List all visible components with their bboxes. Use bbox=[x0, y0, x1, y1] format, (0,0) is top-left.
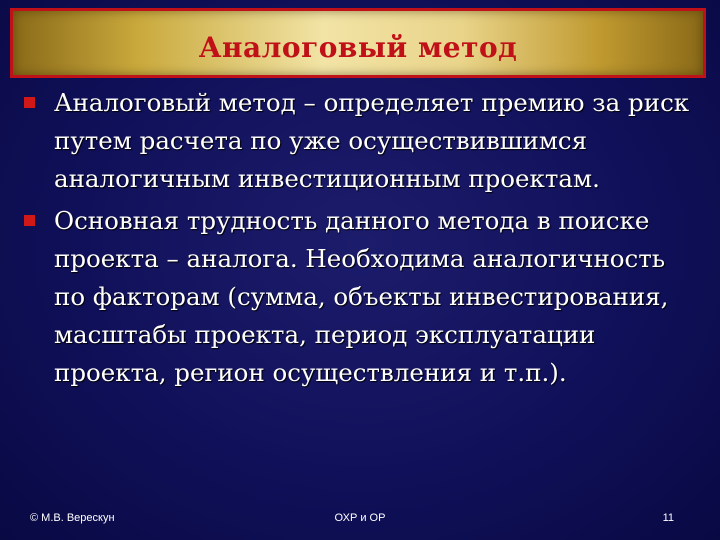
bullet-item bbox=[22, 202, 702, 392]
bullet-text: Основная трудность данного метода в поиске проекта – аналога. Необходима аналогичность по факторам (сумма, объекты инвестирования, масштабы проекта, период эксплуатации проекта, регион осуществления и т.п.). bbox=[54, 206, 669, 387]
footer-course: ОХР и ОР bbox=[334, 512, 386, 524]
page-number: 11 bbox=[662, 512, 674, 524]
square-bullet-icon bbox=[24, 215, 35, 226]
bullet-item bbox=[22, 84, 702, 198]
square-bullet-icon bbox=[24, 97, 35, 108]
footer-author: © М.В. Верескун bbox=[30, 512, 115, 524]
footer bbox=[0, 512, 720, 532]
bullet-list bbox=[22, 84, 702, 392]
title-banner bbox=[10, 8, 706, 78]
slide-title: Аналоговый метод bbox=[198, 31, 518, 64]
bullet-text: Аналоговый метод – определяет премию за риск путем расчета по уже осуществившимся аналогичным инвестиционным проектам. bbox=[54, 88, 690, 193]
